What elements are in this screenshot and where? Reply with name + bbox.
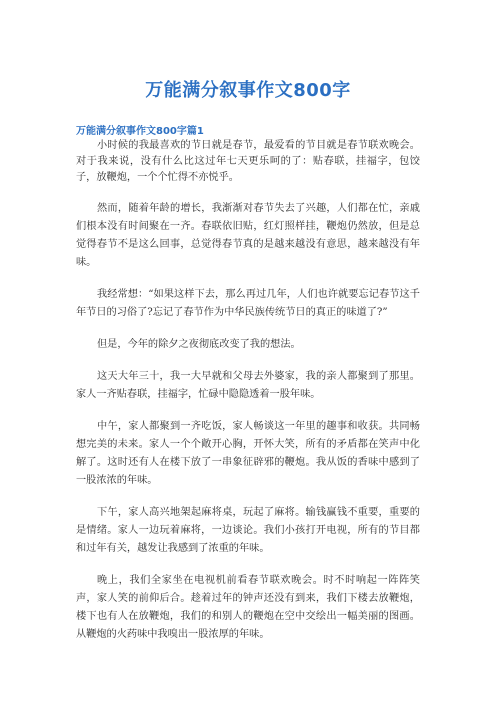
paragraph-1: 小时候的我最喜欢的节日就是春节，最爱看的节目就是春节联欢晚会。对于我来说，没有什么比这过年七天更乐呵的了：贴春联，挂福字，包饺子，放鞭炮，一个个忙得不亦悦乎。 (76, 140, 420, 183)
paragraph-6: 中午，家人都聚到一齐吃饭，家人畅谈这一年里的趣事和收获。共同畅想完美的未来。家人一个个敞开心胸，开怀大笑，所有的矛盾都在笑声中化解了。这时还有人在楼下放了一串象征辟邪的鞭炮。我从饭的香味中感到了一股浓浓的年味。 (76, 421, 420, 486)
paragraph-5: 这天大年三十，我一大早就和父母去外婆家，我的亲人都聚到了那里。家人一齐贴春联，挂福字，忙碌中隐隐透着一股年味。 (76, 371, 420, 400)
article-body (76, 138, 420, 658)
paragraph-3: 我经常想：“如果这样下去，那么再过几年，人们也许就要忘记春节这千年节日的习俗了?忘记了春节作为中华民族传统节日的真正的味道了?” (76, 289, 420, 318)
paragraph-8: 晚上，我们全家坐在电视机前看春节联欢晚会。时不时响起一阵阵笑声，家人笑的前仰后合。趁着过年的钟声还没有到来，我们下楼去放鞭炮，楼下也有人在放鞭炮，我们的和别人的鞭炮在空中交绘出一幅美丽的图画。从鞭炮的火药味中我嗅出一股浓厚的年味。 (76, 575, 420, 640)
section-heading: 万能满分叙事作文800字篇1 (76, 126, 204, 137)
document-title: 万能满分叙事作文800字 (145, 80, 351, 101)
paragraph-4: 但是，今年的除夕之夜彻底改变了我的想法。 (97, 339, 301, 350)
paragraph-2: 然而，随着年龄的增长，我渐渐对春节失去了兴趣，人们都在忙，亲戚们根本没有时间聚在一齐。春联依旧贴，红灯照样挂，鞭炮仍然放，但是总觉得春节不是这么回事，总觉得春节真的是越来越没有意思，越来越没有年味。 (76, 203, 420, 268)
paragraph-7: 下午，家人高兴地架起麻将桌，玩起了麻将。输钱赢钱不重要，重要的是情绪。家人一边玩着麻将，一边谈论。我们小孩打开电视，所有的节目都和过年有关，越发让我感到了浓重的年味。 (76, 507, 420, 554)
